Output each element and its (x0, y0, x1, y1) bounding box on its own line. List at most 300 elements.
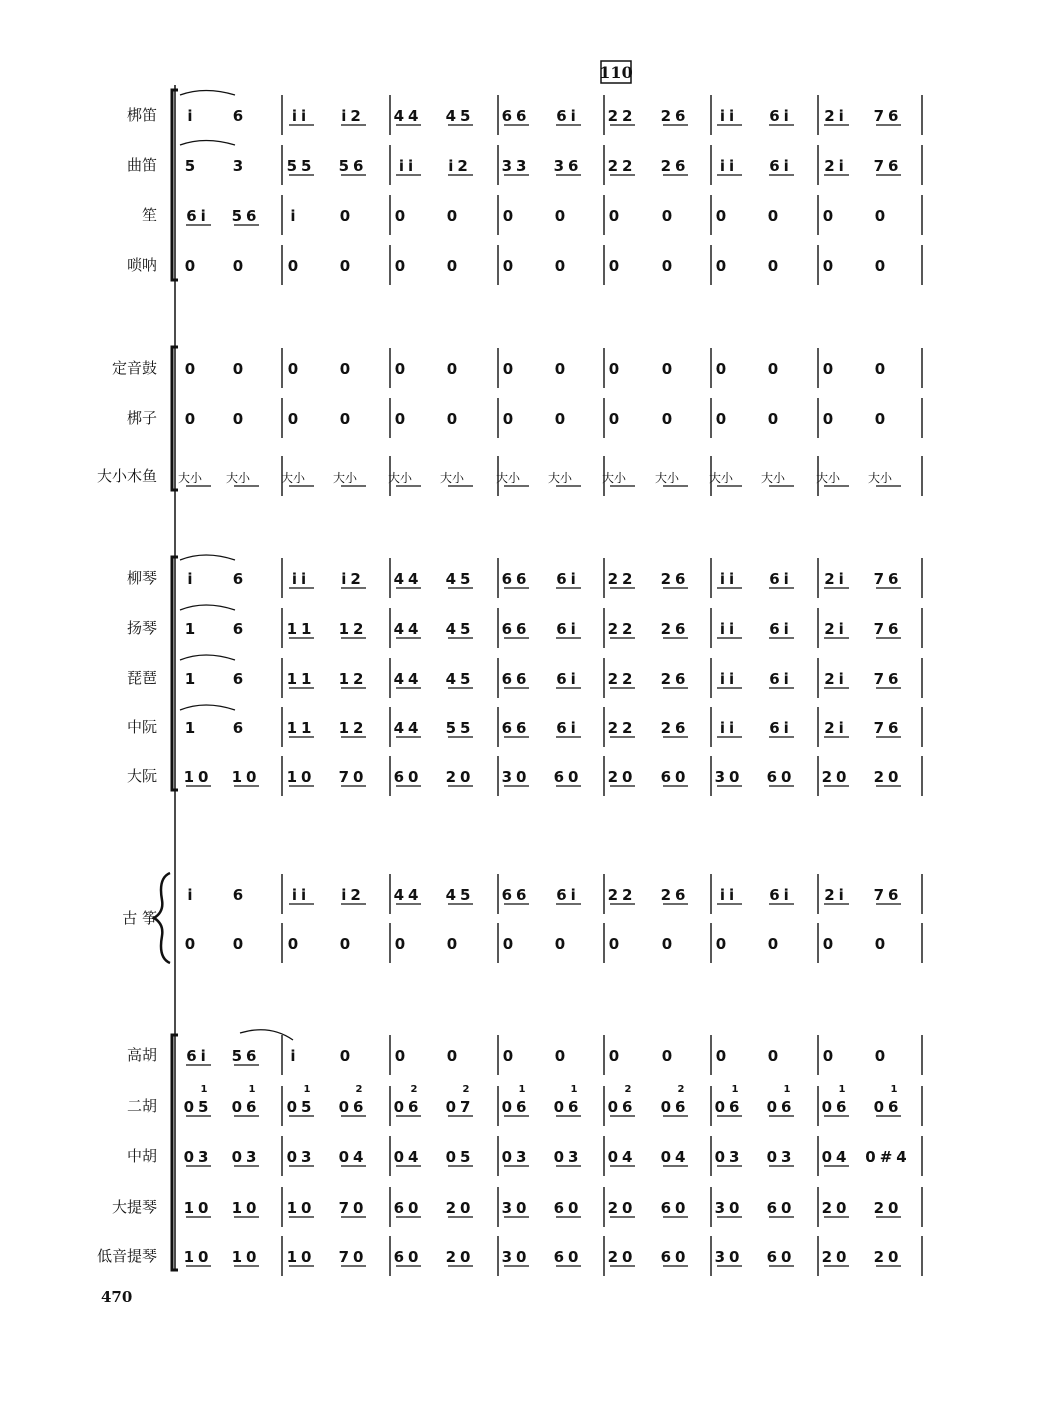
note: 6i (556, 719, 580, 737)
note: 0 (502, 207, 514, 225)
note: 1 (184, 670, 196, 688)
percussion-syllable: 大小 (495, 471, 521, 485)
note: 26 (660, 886, 690, 904)
note: ii (719, 620, 739, 638)
note: 0 (232, 410, 244, 428)
percussion-syllable: 大小 (601, 471, 627, 485)
note: 06 (821, 1098, 851, 1116)
note: 0 (554, 1047, 566, 1065)
note: 06 (501, 1098, 531, 1116)
note: 56 (231, 1047, 261, 1065)
note: 6i (769, 570, 793, 588)
note: 0 (446, 257, 458, 275)
note: 56 (338, 157, 368, 175)
percussion-syllable: 大小 (439, 471, 465, 485)
percussion-syllable: 大小 (654, 471, 680, 485)
note: 0 (339, 360, 351, 378)
note: 0 (394, 935, 406, 953)
note: i2 (448, 157, 472, 175)
note: 0 (608, 257, 620, 275)
note: 06 (660, 1098, 690, 1116)
note: 0 (767, 1047, 779, 1065)
note: 0 (184, 360, 196, 378)
note: 03 (286, 1148, 316, 1166)
note: 10 (183, 1248, 213, 1266)
note: 0 (339, 935, 351, 953)
note: 6i (556, 670, 580, 688)
erhu-upper-note: 1 (303, 1084, 311, 1095)
erhu-upper-note: 1 (783, 1084, 791, 1095)
note: 2i (824, 107, 848, 125)
note: 70 (338, 1248, 368, 1266)
note: 03 (553, 1148, 583, 1166)
note: 0 (554, 935, 566, 953)
tie-zhongruan (180, 705, 235, 710)
note: 6i (556, 107, 580, 125)
note: 0 (184, 257, 196, 275)
note: 2i (824, 670, 848, 688)
label-damuyu: 大小木鱼 (96, 467, 157, 485)
label-guzheng: 古 筝 (122, 909, 157, 927)
note: 05 (183, 1098, 213, 1116)
note: 0 (715, 1047, 727, 1065)
note: 44 (393, 886, 423, 904)
note: 76 (873, 157, 903, 175)
note: 1 (184, 620, 196, 638)
tie-pipa (180, 655, 235, 660)
note: i2 (341, 570, 365, 588)
note: 0 (287, 935, 299, 953)
note: 55 (286, 157, 316, 175)
note: 3 (232, 157, 244, 175)
note: 0 (608, 207, 620, 225)
note: 12 (338, 719, 368, 737)
note: 0 (661, 410, 673, 428)
note: 06 (873, 1098, 903, 1116)
tie-qudi (180, 141, 235, 146)
note: 0 (394, 257, 406, 275)
note: 66 (501, 620, 531, 638)
percussion-syllable: 大小 (547, 471, 573, 485)
note: 70 (338, 768, 368, 786)
note: 0 (446, 360, 458, 378)
note: 0 (554, 257, 566, 275)
note: 6 (232, 107, 244, 125)
note: 76 (873, 719, 903, 737)
note: 03 (501, 1148, 531, 1166)
note: 30 (714, 1248, 744, 1266)
note: 6 (232, 570, 244, 588)
percussion-syllable: 大小 (815, 471, 841, 485)
note: 0 (715, 360, 727, 378)
erhu-upper-note: 2 (677, 1084, 685, 1095)
note: 20 (873, 1199, 903, 1217)
note: 6i (186, 1047, 210, 1065)
note: 60 (766, 1248, 796, 1266)
note: 12 (338, 620, 368, 638)
note: 66 (501, 670, 531, 688)
erhu-upper-note: 1 (248, 1084, 256, 1095)
note: 44 (393, 719, 423, 737)
note: 2i (824, 719, 848, 737)
note: i (187, 107, 193, 125)
note: 20 (821, 768, 851, 786)
note: 0 (502, 935, 514, 953)
erhu-upper-note: 1 (838, 1084, 846, 1095)
note: 60 (766, 768, 796, 786)
note: 76 (873, 620, 903, 638)
note: 0 (339, 257, 351, 275)
note: 66 (501, 107, 531, 125)
note: 26 (660, 719, 690, 737)
note: 6i (769, 157, 793, 175)
note: 03 (183, 1148, 213, 1166)
note: 20 (873, 768, 903, 786)
note: 0 (446, 207, 458, 225)
note: 20 (607, 768, 637, 786)
note: 45 (445, 620, 475, 638)
note: 45 (445, 107, 475, 125)
note: 30 (714, 1199, 744, 1217)
note: 76 (873, 886, 903, 904)
label-liuqin: 柳琴 (126, 569, 157, 587)
label-pipa: 琵琶 (126, 669, 157, 687)
note: 44 (393, 620, 423, 638)
note: 60 (553, 768, 583, 786)
note: i (290, 1047, 296, 1065)
tie-yangqin (180, 605, 235, 610)
percussion-syllable: 大小 (867, 471, 893, 485)
erhu-upper-note: 1 (518, 1084, 526, 1095)
note: 10 (231, 1248, 261, 1266)
label-zhonghu: 中胡 (126, 1147, 157, 1165)
note: 76 (873, 107, 903, 125)
note: 20 (607, 1199, 637, 1217)
note: 0 (339, 207, 351, 225)
note: 10 (286, 1248, 316, 1266)
note: 0 (822, 935, 834, 953)
note: 0 (715, 257, 727, 275)
note: 20 (445, 768, 475, 786)
label-qudi: 曲笛 (126, 156, 157, 174)
note: 30 (501, 1248, 531, 1266)
note: 0 (661, 257, 673, 275)
note: 0 (184, 935, 196, 953)
note: 33 (501, 157, 531, 175)
note: 60 (553, 1248, 583, 1266)
note: 0 (232, 360, 244, 378)
note: 0 (822, 257, 834, 275)
label-suona: 唢呐 (126, 256, 157, 274)
note: 0 (554, 207, 566, 225)
note: 0 (874, 257, 886, 275)
note: 06 (766, 1098, 796, 1116)
note: 0 (874, 935, 886, 953)
note: 0 (608, 1047, 620, 1065)
page-number: 470 (101, 1288, 133, 1306)
note: ii (719, 157, 739, 175)
label-bangdi: 梆笛 (126, 106, 157, 124)
note: 6 (232, 670, 244, 688)
note: 56 (231, 207, 261, 225)
note: 2i (824, 886, 848, 904)
label-datiqin: 大提琴 (111, 1198, 157, 1216)
note: 04 (393, 1148, 423, 1166)
note: 0 (715, 207, 727, 225)
label-gaohu: 高胡 (126, 1046, 157, 1064)
note: 0 (715, 410, 727, 428)
note: 6i (769, 886, 793, 904)
note: 6 (232, 886, 244, 904)
note: 0 (287, 410, 299, 428)
note: 30 (501, 768, 531, 786)
note: 26 (660, 620, 690, 638)
note: 60 (393, 768, 423, 786)
note: 0 (608, 935, 620, 953)
label-zhongruan: 中阮 (126, 718, 157, 736)
note: 0 (184, 410, 196, 428)
note: 0 (661, 207, 673, 225)
note: 6i (556, 620, 580, 638)
note: 26 (660, 107, 690, 125)
note: 0 (822, 410, 834, 428)
note: 2i (824, 570, 848, 588)
note: 70 (338, 1199, 368, 1217)
erhu-upper-note: 2 (355, 1084, 363, 1095)
tie-gaohu (240, 1030, 293, 1040)
note: 0 (874, 207, 886, 225)
note: 2i (824, 620, 848, 638)
note: 22 (607, 620, 637, 638)
note: 60 (660, 1248, 690, 1266)
note: 06 (607, 1098, 637, 1116)
note: i2 (341, 886, 365, 904)
note: 10 (286, 768, 316, 786)
note: 0 (874, 410, 886, 428)
note: 22 (607, 570, 637, 588)
notes-layer (97, 95, 922, 1276)
note: 60 (766, 1199, 796, 1217)
note: 0 (502, 1047, 514, 1065)
note: 12 (338, 670, 368, 688)
note: 0 (608, 360, 620, 378)
label-sheng: 笙 (141, 206, 157, 224)
erhu-upper-note: 1 (570, 1084, 578, 1095)
note: 11 (286, 719, 316, 737)
note: 04 (821, 1148, 851, 1166)
percussion-syllable: 大小 (708, 471, 734, 485)
note: 0 (661, 360, 673, 378)
note: 6i (769, 620, 793, 638)
erhu-upper-note: 1 (200, 1084, 208, 1095)
note: 0 (232, 257, 244, 275)
note: ii (291, 886, 311, 904)
note: ii (719, 886, 739, 904)
note: 0 (446, 410, 458, 428)
note: 20 (445, 1199, 475, 1217)
percussion-syllable: 大小 (760, 471, 786, 485)
label-daruan: 大阮 (126, 767, 157, 785)
note: 0 (767, 360, 779, 378)
note: 20 (607, 1248, 637, 1266)
rehearsal-mark (599, 61, 632, 83)
note: 76 (873, 570, 903, 588)
note: 22 (607, 886, 637, 904)
note: 06 (553, 1098, 583, 1116)
note: 26 (660, 157, 690, 175)
erhu-upper-note: 2 (462, 1084, 470, 1095)
label-yangqin: 扬琴 (126, 619, 157, 637)
note: 30 (501, 1199, 531, 1217)
rehearsal-number: 110 (599, 63, 633, 82)
note: 0 (822, 360, 834, 378)
note: 26 (660, 670, 690, 688)
note: 10 (231, 1199, 261, 1217)
note: 22 (607, 157, 637, 175)
note: 0 (874, 360, 886, 378)
note: ii (719, 570, 739, 588)
note: 0 (554, 410, 566, 428)
note: 0 (822, 1047, 834, 1065)
note: 0 (394, 360, 406, 378)
note: 06 (714, 1098, 744, 1116)
note: 6 (232, 620, 244, 638)
note: 66 (501, 886, 531, 904)
label-diyintiqin: 低音提琴 (96, 1247, 157, 1265)
percussion-syllable: 大小 (280, 471, 306, 485)
tie-liuqin (180, 555, 235, 560)
note: 0 (339, 410, 351, 428)
note: 0 (446, 935, 458, 953)
note: 0 (502, 360, 514, 378)
note: 10 (231, 768, 261, 786)
note: 05 (445, 1148, 475, 1166)
note: 04 (338, 1148, 368, 1166)
note: 0 (715, 935, 727, 953)
note: 0 (767, 410, 779, 428)
note: 76 (873, 670, 903, 688)
note: 60 (393, 1248, 423, 1266)
note: 6i (769, 670, 793, 688)
note: 11 (286, 670, 316, 688)
note: 2i (824, 157, 848, 175)
note: 55 (445, 719, 475, 737)
label-erhu: 二胡 (126, 1097, 157, 1115)
percussion-syllable: 大小 (225, 471, 251, 485)
note: 11 (286, 620, 316, 638)
note: 20 (445, 1248, 475, 1266)
note: 45 (445, 886, 475, 904)
note: 06 (393, 1098, 423, 1116)
percussion-syllable: 大小 (177, 471, 203, 485)
note: 03 (766, 1148, 796, 1166)
note: 26 (660, 570, 690, 588)
note: 45 (445, 670, 475, 688)
note: 0 (608, 410, 620, 428)
note: 0 (394, 207, 406, 225)
percussion-syllable: 大小 (387, 471, 413, 485)
erhu-upper-note: 1 (890, 1084, 898, 1095)
note: 10 (286, 1199, 316, 1217)
note: 06 (231, 1098, 261, 1116)
note: 30 (714, 768, 744, 786)
note: 20 (821, 1199, 851, 1217)
note: 45 (445, 570, 475, 588)
note: 0 (874, 1047, 886, 1065)
erhu-upper-note: 2 (624, 1084, 632, 1095)
label-dingyingu: 定音鼓 (111, 359, 157, 377)
note: 5 (184, 157, 196, 175)
note: 6i (186, 207, 210, 225)
note: 36 (553, 157, 583, 175)
note: 03 (231, 1148, 261, 1166)
note: i2 (341, 107, 365, 125)
note: 0 (394, 1047, 406, 1065)
note: ii (719, 670, 739, 688)
label-bangzi: 梆子 (126, 409, 157, 427)
note: 44 (393, 570, 423, 588)
note: 60 (660, 768, 690, 786)
note: 22 (607, 719, 637, 737)
note: i (187, 570, 193, 588)
note: 6i (769, 719, 793, 737)
note: 0 (287, 360, 299, 378)
note: 66 (501, 570, 531, 588)
note: 0 (661, 1047, 673, 1065)
note: 0 (502, 257, 514, 275)
note: 10 (183, 1199, 213, 1217)
note: 44 (393, 107, 423, 125)
note: 6i (556, 570, 580, 588)
note: 22 (607, 670, 637, 688)
note: 04 (607, 1148, 637, 1166)
note: 04 (660, 1148, 690, 1166)
erhu-upper-note: 1 (731, 1084, 739, 1095)
note: ii (291, 570, 311, 588)
note: 0 (502, 410, 514, 428)
note: 0 (446, 1047, 458, 1065)
note: 0 (661, 935, 673, 953)
note: 0 (767, 257, 779, 275)
erhu-upper-note: 2 (410, 1084, 418, 1095)
note: 03 (714, 1148, 744, 1166)
note: 6 (232, 719, 244, 737)
note: ii (719, 107, 739, 125)
note: i (290, 207, 296, 225)
note: 10 (183, 768, 213, 786)
note: 0 (232, 935, 244, 953)
note: 20 (821, 1248, 851, 1266)
note: ii (291, 107, 311, 125)
note: i (187, 886, 193, 904)
note: 0 (339, 1047, 351, 1065)
note: 0#4 (865, 1148, 911, 1166)
note: 44 (393, 670, 423, 688)
note: 60 (660, 1199, 690, 1217)
note: 05 (286, 1098, 316, 1116)
note: 66 (501, 719, 531, 737)
note: 60 (393, 1199, 423, 1217)
percussion-syllable: 大小 (332, 471, 358, 485)
note: 6i (556, 886, 580, 904)
note: 07 (445, 1098, 475, 1116)
note: 60 (553, 1199, 583, 1217)
note: ii (719, 719, 739, 737)
note: 1 (184, 719, 196, 737)
note: 20 (873, 1248, 903, 1266)
note: 0 (767, 935, 779, 953)
note: 0 (394, 410, 406, 428)
